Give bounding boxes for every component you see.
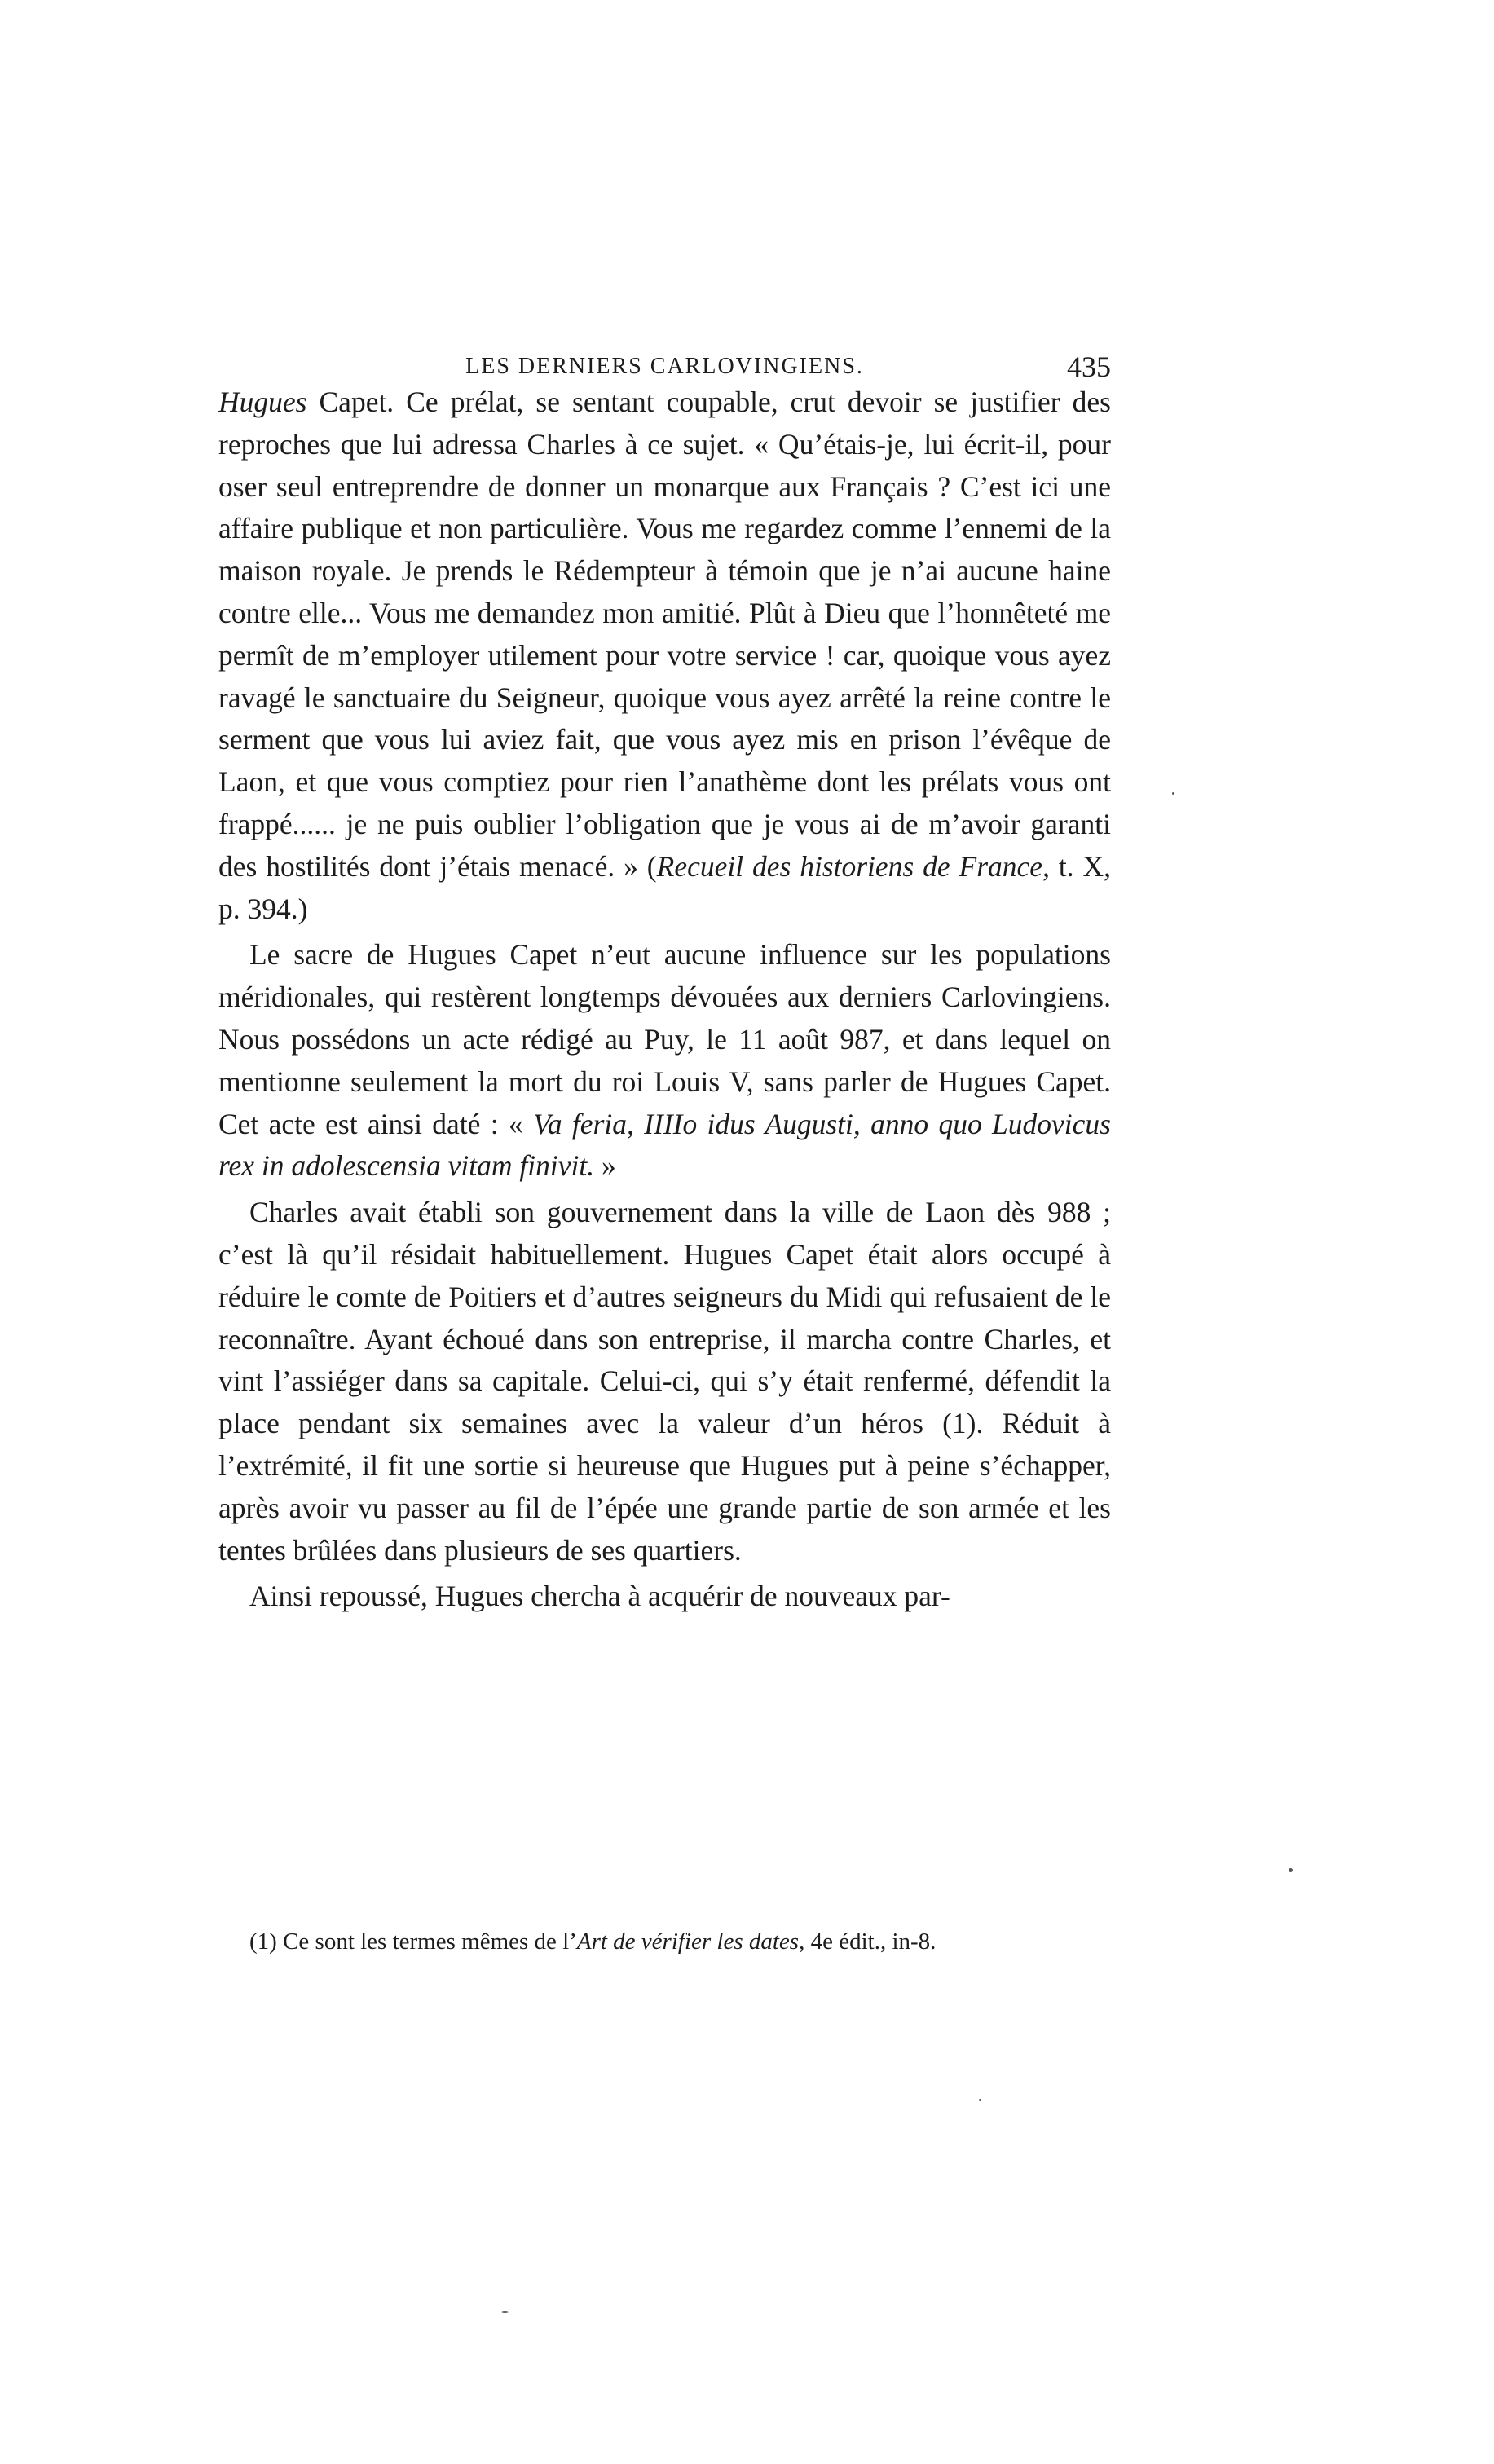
page-speck: [501, 2311, 509, 2313]
paragraph-letter-continuation: [218, 381, 1111, 930]
page-speck: [979, 2099, 981, 2101]
text-run: Capet. Ce prélat, se sentant coupable, crut devoir se justifier des reproches que lui adressa Charles à ce sujet. « Qu’étais-je, lui écrit-il, pour oser seul entreprendre de donner un monarque aux Français ? C’est ici une affaire publique et non particulière. Vous me regardez comme l’ennemi de la maison royale. Je prends le Rédempteur à témoin que je n’ai aucune haine contre elle... Vous me demandez mon amitié. Plût à Dieu que l’honnêteté me permît de m’employer utilement pour votre service ! car, quoique vous ayez ravagé le sanctuaire du Seigneur, quoique vous ayez arrêté la reine contre le serment que vous lui aviez fait, que vous ayez mis en prison l’évêque de Laon, et que vous comptiez pour rien l’anathème dont les prélats vous ont frappé...... je ne puis oublier l’obligation que je vous ai de m’avoir garanti des hostilités dont j’étais menacé. » (: [218, 386, 1111, 883]
paragraph-sacre: [218, 934, 1111, 1188]
text-run: , t. X, p. 394.): [218, 849, 1112, 925]
paragraph-ainsi-repousse: [218, 1576, 1111, 1618]
running-head: [218, 349, 1111, 385]
italic-run: Hugues: [218, 386, 307, 418]
text-run: »: [594, 1149, 616, 1183]
running-head-title: LES DERNIERS CARLOVINGIENS.: [465, 354, 864, 379]
page-speck: [1289, 1868, 1293, 1872]
italic-run: Recueil des historiens de France: [656, 849, 1043, 883]
text-run: Charles avait établi son gouvernement dans la ville de Laon dès 988 ; c’est là qu’il résidait habituellement. Hugues Capet était alors occupé à réduire le comte de Poitiers et d’autres seigneurs du Midi qui refusaient de le reconnaître. Ayant échoué dans son entreprise, il marcha contre Charles, et vint l’assiéger dans sa capitale. Celui-ci, qui s’y était renfermé, défendit la place pendant six semaines avec la valeur d’un héros (1). Réduit à l’extrémité, il fit une sortie si heureuse que Hugues put à peine s’échapper, après avoir vu passer au fil de l’épée une grande partie de son armée et les tentes brûlées dans plusieurs de ses quartiers.: [218, 1196, 1111, 1567]
paragraph-charles-laon: [218, 1192, 1111, 1571]
book-page: [218, 0, 1111, 2464]
text-run: , 4e édit., in-8.: [799, 1928, 937, 1955]
page-speck: [1172, 792, 1174, 795]
italic-run: Va feria, IIIIo idus Augusti, anno quo Ludovicus rex in adolescensia vitam finivit.: [218, 1107, 1111, 1183]
text-run: Ainsi repoussé, Hugues chercha à acquérir de nouveaux par-: [249, 1580, 950, 1613]
page-number: 435: [1067, 350, 1111, 383]
text-run: Le sacre de Hugues Capet n’eut aucune influence sur les populations méridionales, qui restèrent longtemps dévouées aux derniers Carlovingiens. Nous possédons un acte rédigé au Puy, le 11 août 987, et dans lequel on mentionne seulement la mort du roi Louis V, sans parler de Hugues Capet. Cet acte est ainsi daté : «: [218, 938, 1111, 1140]
text-run: (1) Ce sont les termes mêmes de l’: [249, 1928, 577, 1955]
body-text: [218, 381, 1111, 1618]
footnote: [249, 1925, 1111, 1958]
italic-run: Art de vérifier les dates: [576, 1928, 800, 1955]
